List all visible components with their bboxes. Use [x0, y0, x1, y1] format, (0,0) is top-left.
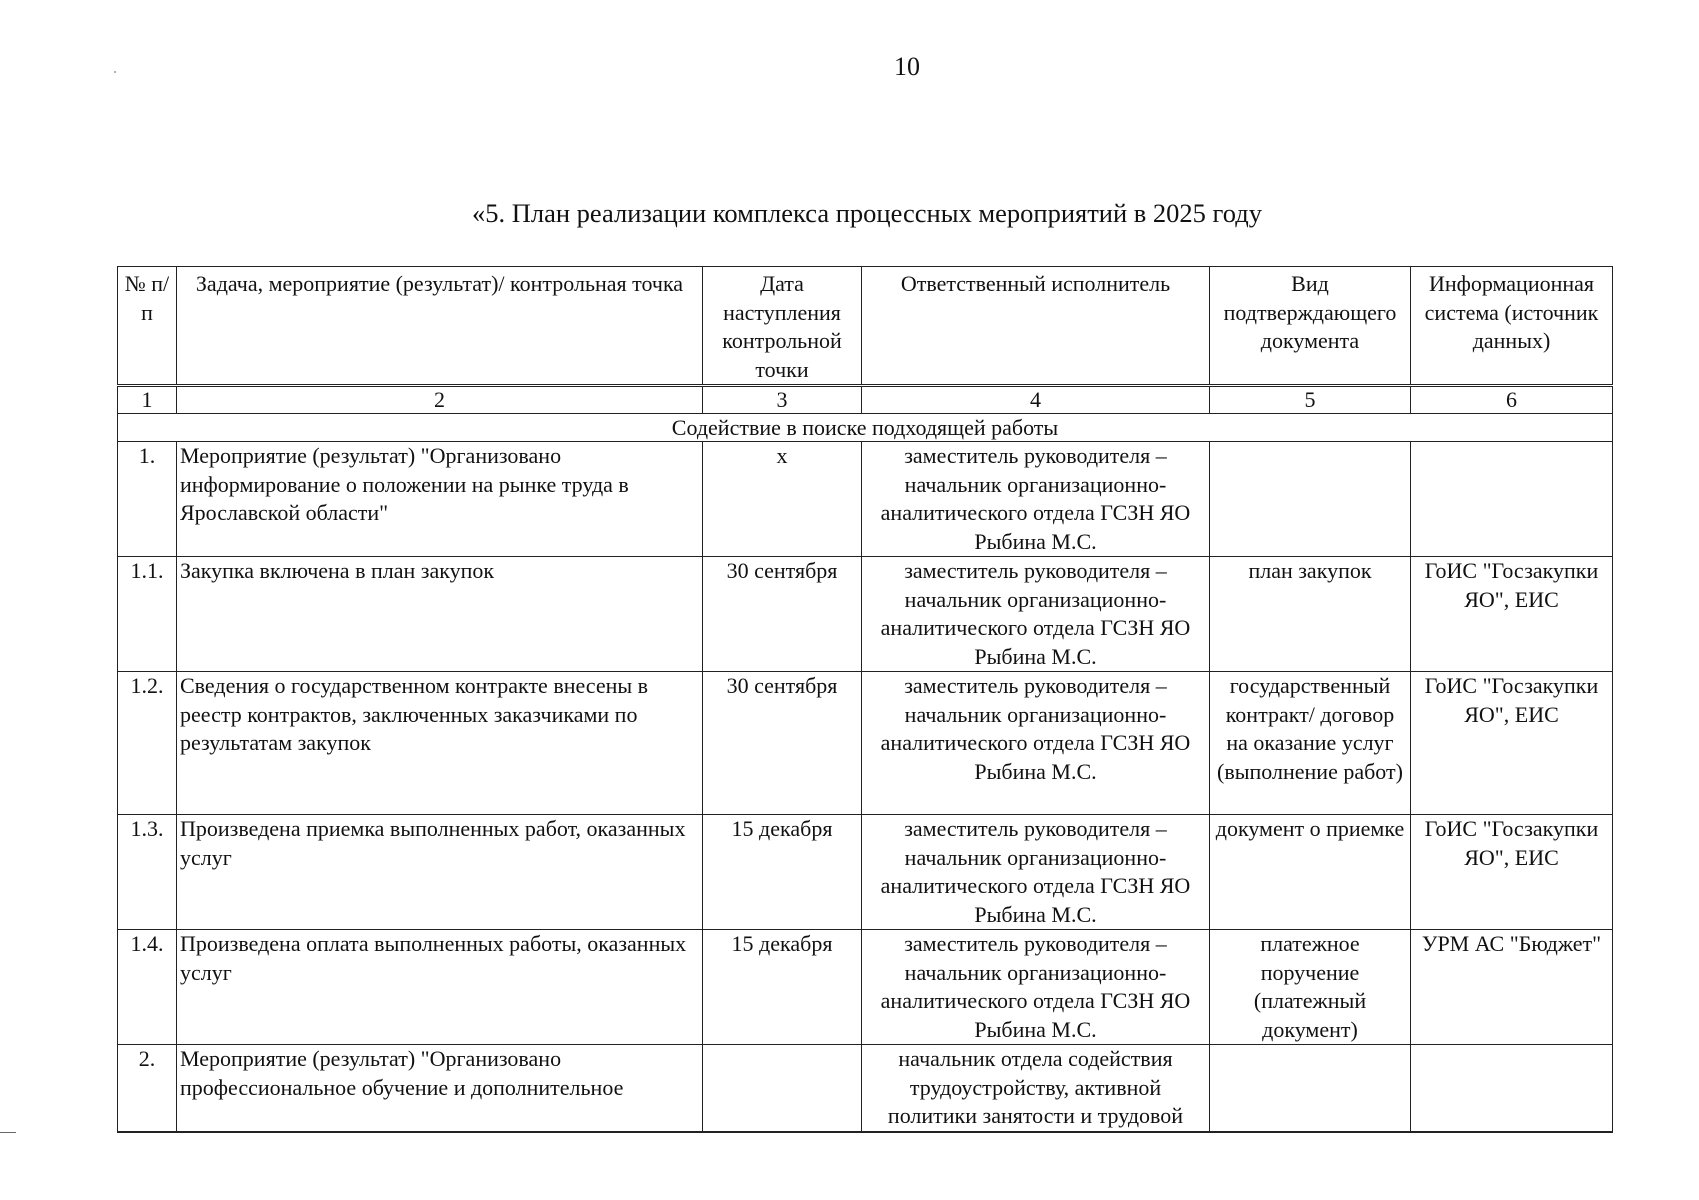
responsible-text: начальник отдела содействия трудоустройству, активной политики занятости и трудовой	[887, 1046, 1184, 1128]
column-number: 3	[703, 386, 862, 414]
date-cell: х	[703, 442, 862, 557]
row-number: 1.	[118, 442, 177, 557]
column-number: 1	[118, 386, 177, 414]
system-cell: ГоИС "Госзакупки ЯО", ЕИС	[1411, 672, 1613, 815]
document-cell	[1210, 442, 1411, 557]
date-cell: 15 декабря	[703, 815, 862, 930]
task-cell: Закупка включена в план закупок	[177, 557, 703, 672]
table-row	[118, 557, 1613, 672]
header-cell: Задача, мероприятие (результат)/ контрольная точка	[177, 267, 703, 386]
document-cell	[1210, 1045, 1411, 1133]
responsible-cell: заместитель руководителя – начальник организационно-аналитического отдела ГСЗН ЯО Рыбина М.С.	[862, 815, 1210, 930]
header-cell: № п/п	[118, 267, 177, 386]
task-cell: Произведена приемка выполненных работ, оказанных услуг	[177, 815, 703, 930]
system-cell: ГоИС "Госзакупки ЯО", ЕИС	[1411, 557, 1613, 672]
section-row	[118, 414, 1613, 442]
document-cell: план закупок	[1210, 557, 1411, 672]
responsible-cell: заместитель руководителя – начальник организационно-аналитического отдела ГСЗН ЯО Рыбина М.С.	[862, 672, 1210, 815]
system-cell	[1411, 1045, 1613, 1133]
column-number: 4	[862, 386, 1210, 414]
date-cell: 30 сентября	[703, 557, 862, 672]
table-row	[118, 672, 1613, 815]
system-cell: УРМ АС "Бюджет"	[1411, 930, 1613, 1045]
column-number-row	[118, 386, 1613, 414]
system-cell: ГоИС "Госзакупки ЯО", ЕИС	[1411, 815, 1613, 930]
date-cell: 15 декабря	[703, 930, 862, 1045]
row-number: 1.2.	[118, 672, 177, 815]
row-number: 1.1.	[118, 557, 177, 672]
column-number: 2	[177, 386, 703, 414]
header-row	[118, 267, 1613, 386]
system-cell	[1411, 442, 1613, 557]
row-number: 2.	[118, 1045, 177, 1133]
page-number: 10	[894, 52, 920, 81]
task-text: Мероприятие (результат) "Организовано профессиональное обучение и дополнительное	[180, 1046, 624, 1100]
header-cell: Дата наступления контрольной точки	[703, 267, 862, 386]
document-cell: платежное поручение (платежный документ)	[1210, 930, 1411, 1045]
responsible-cell	[862, 1045, 1210, 1133]
table-row	[118, 1045, 1613, 1133]
task-cell: Мероприятие (результат) "Организовано информирование о положении на рынке труда в Ярославской области"	[177, 442, 703, 557]
column-number: 6	[1411, 386, 1613, 414]
task-cell	[177, 1045, 703, 1133]
header-cell: Вид подтверждающего документа	[1210, 267, 1411, 386]
responsible-cell: заместитель руководителя – начальник организационно-аналитического отдела ГСЗН ЯО Рыбина М.С.	[862, 557, 1210, 672]
task-cell: Произведена оплата выполненных работы, оказанных услуг	[177, 930, 703, 1045]
table-row	[118, 815, 1613, 930]
header-cell: Ответственный исполнитель	[862, 267, 1210, 386]
document-cell: государственный контракт/ договор на оказание услуг (выполнение работ)	[1210, 672, 1411, 815]
row-number: 1.3.	[118, 815, 177, 930]
table-row	[118, 930, 1613, 1045]
header-cell: Информационная система (источник данных)	[1411, 267, 1613, 386]
date-cell	[703, 1045, 862, 1133]
implementation-plan-table	[117, 266, 1613, 1133]
date-cell: 30 сентября	[703, 672, 862, 815]
responsible-cell: заместитель руководителя – начальник организационно-аналитического отдела ГСЗН ЯО Рыбина М.С.	[862, 442, 1210, 557]
margin-rule	[0, 1132, 16, 1133]
document-cell: документ о приемке	[1210, 815, 1411, 930]
responsible-cell: заместитель руководителя – начальник организационно-аналитического отдела ГСЗН ЯО Рыбина М.С.	[862, 930, 1210, 1045]
section-title: Содействие в поиске подходящей работы	[118, 414, 1613, 442]
document-title: «5. План реализации комплекса процессных мероприятий в 2025 году	[472, 198, 1262, 228]
row-number: 1.4.	[118, 930, 177, 1045]
table-row	[118, 442, 1613, 557]
column-number: 5	[1210, 386, 1411, 414]
task-cell: Сведения о государственном контракте внесены в реестр контрактов, заключенных заказчиками по результатам закупок	[177, 672, 703, 815]
